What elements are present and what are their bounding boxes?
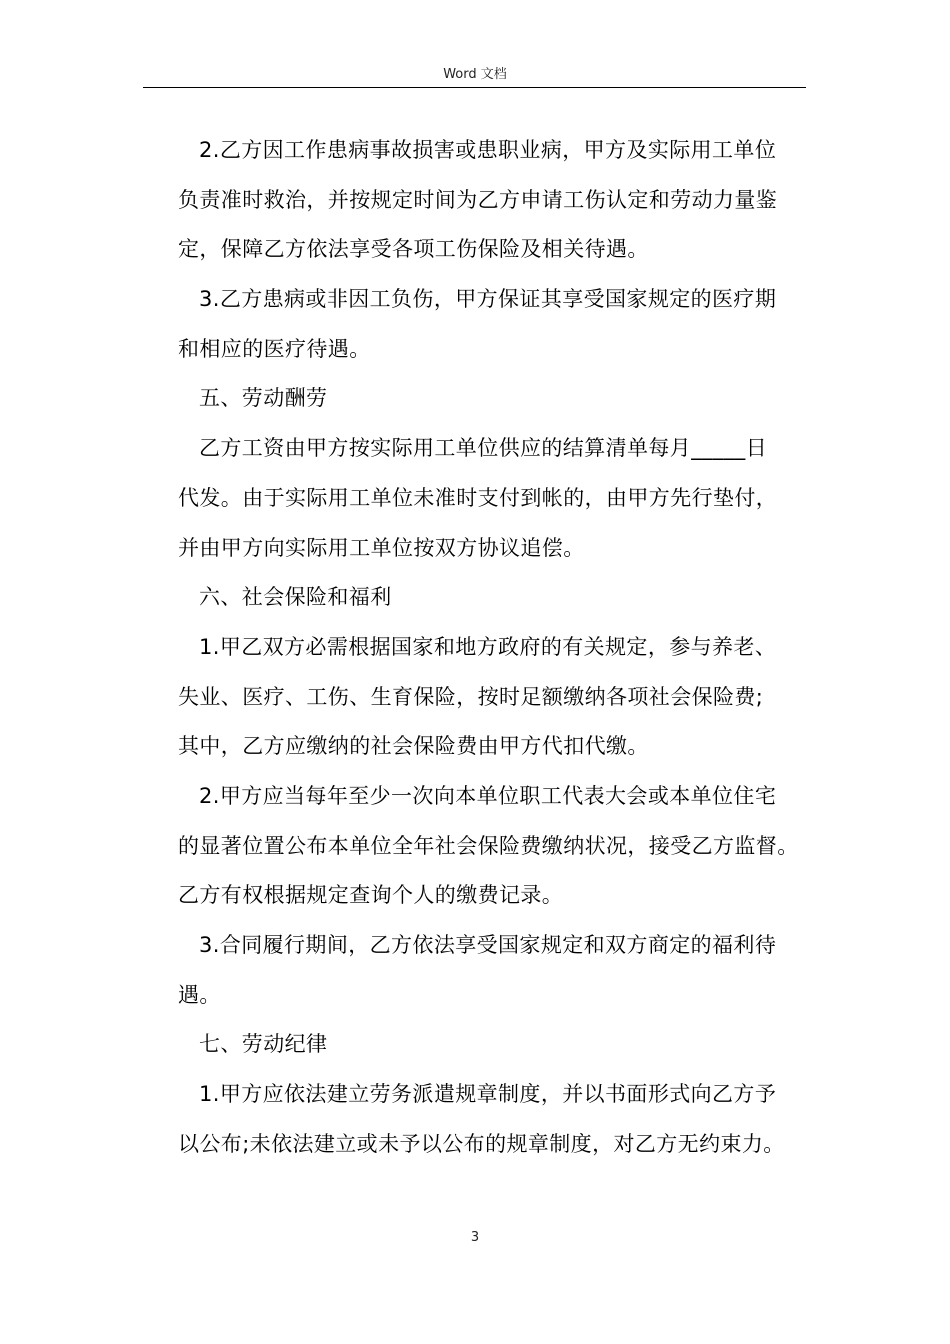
page-number: 3 <box>470 1230 480 1245</box>
text-line: 遇。 <box>178 982 221 1007</box>
text-line: 的显著位置公布本单位全年社会保险费缴纳状况，接受乙方监督。 <box>178 833 799 858</box>
text-line: 乙方有权根据规定查询个人的缴费记录。 <box>178 883 564 908</box>
section-heading: 六、社会保险和福利 <box>199 585 392 610</box>
text-line: 定，保障乙方依法享受各项工伤保险及相关待遇。 <box>178 237 649 262</box>
text-line: 负责准时救治，并按规定时间为乙方申请工伤认定和劳动力量鉴 <box>178 187 778 212</box>
text-line: 2.乙方因工作患病事故损害或患职业病，甲方及实际用工单位 <box>199 138 777 162</box>
text-line: 失业、医疗、工伤、生育保险，按时足额缴纳各项社会保险费; <box>178 684 764 709</box>
section-heading: 五、劳动酬劳 <box>199 386 328 411</box>
text-line: 乙方工资由甲方按实际用工单位供应的结算清单每月_____日 <box>199 436 768 461</box>
document-body <box>178 126 808 1169</box>
text-line: 和相应的医疗待遇。 <box>178 336 371 361</box>
header-divider <box>143 87 806 88</box>
text-line: 2.甲方应当每年至少一次向本单位职工代表大会或本单位住宅 <box>199 783 777 808</box>
text-line: 1.甲乙双方必需根据国家和地方政府的有关规定，参与养老、 <box>199 634 777 659</box>
text-line: 3.合同履行期间，乙方依法享受国家规定和双方商定的福利待 <box>199 933 777 957</box>
text-line: 代发。由于实际用工单位未准时支付到帐的，由甲方先行垫付， <box>178 485 778 510</box>
section-heading: 七、劳动纪律 <box>199 1032 328 1057</box>
text-line: 3.乙方患病或非因工负伤，甲方保证其享受国家规定的医疗期 <box>199 287 777 312</box>
page-header: Word 文档 <box>443 67 507 82</box>
text-line: 以公布;未依法建立或未予以公布的规章制度，对乙方无约束力。 <box>178 1131 785 1156</box>
text-line: 并由甲方向实际用工单位按双方协议追偿。 <box>178 535 585 560</box>
text-line: 1.甲方应依法建立劳务派遣规章制度，并以书面形式向乙方予 <box>199 1082 777 1107</box>
text-line: 其中，乙方应缴纳的社会保险费由甲方代扣代缴。 <box>178 734 649 759</box>
